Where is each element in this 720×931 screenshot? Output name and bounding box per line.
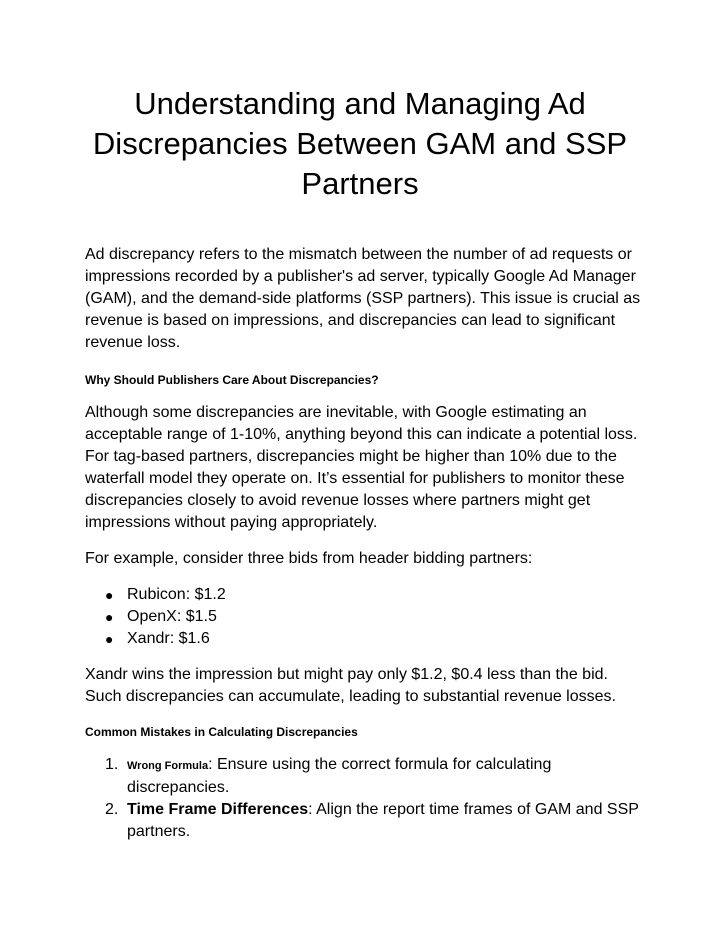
why-care-paragraph: Although some discrepancies are inevitable, with Google estimating an acceptable range of 1-10%, anything beyond this can indicate a potential loss. For tag-based partners, discrepancies might be higher than 10% due to the waterfall model they operate on. It’s essential for publishers to monitor these discrepancies closely to avoid revenue losses where partners might get impressions without paying appropriately. — [85, 404, 638, 531]
list-term: Wrong Formula — [127, 760, 209, 772]
bullet-icon: ● — [105, 631, 114, 647]
bullet-icon: ● — [105, 609, 114, 625]
list-item-text: Xandr: $1.6 — [127, 630, 210, 647]
list-item-text: : Ensure using the correct formula for calculating discrepancies. — [127, 756, 552, 796]
bullet-icon: ● — [105, 587, 114, 603]
page-title: Understanding and Managing Ad Discrepancies Between GAM and SSP Partners — [92, 86, 628, 201]
list-term: Time Frame Differences — [127, 801, 309, 818]
list-item — [85, 799, 645, 843]
list-item-text: OpenX: $1.5 — [127, 608, 217, 625]
mistakes-list — [85, 754, 645, 843]
example-conclusion-paragraph: Xandr wins the impression but might pay only $1.2, $0.4 less than the bid. Such discrepancies can accumulate, leading to substantial revenue losses. — [85, 666, 616, 705]
list-item — [85, 628, 645, 650]
example-intro-paragraph: For example, consider three bids from header bidding partners: — [85, 550, 533, 567]
section-heading-why-care: Why Should Publishers Care About Discrepancies? — [85, 373, 379, 387]
list-item-text: Rubicon: $1.2 — [127, 586, 226, 603]
list-number: 1. — [105, 756, 119, 773]
list-item — [85, 754, 645, 799]
list-item-text: : Align the report time frames of GAM and SSP partners. — [127, 801, 639, 840]
list-item — [85, 606, 645, 628]
list-number: 2. — [105, 801, 119, 818]
document-body — [85, 244, 645, 843]
section-heading-common-mistakes: Common Mistakes in Calculating Discrepancies — [85, 725, 358, 739]
list-item — [85, 584, 645, 606]
intro-paragraph: Ad discrepancy refers to the mismatch between the number of ad requests or impressions recorded by a publisher's ad server, typically Google Ad Manager (GAM), and the demand-side platforms (SSP partners). This issue is crucial as revenue is based on impressions, and discrepancies can lead to significant revenue loss. — [85, 246, 641, 351]
bid-list — [85, 584, 645, 650]
